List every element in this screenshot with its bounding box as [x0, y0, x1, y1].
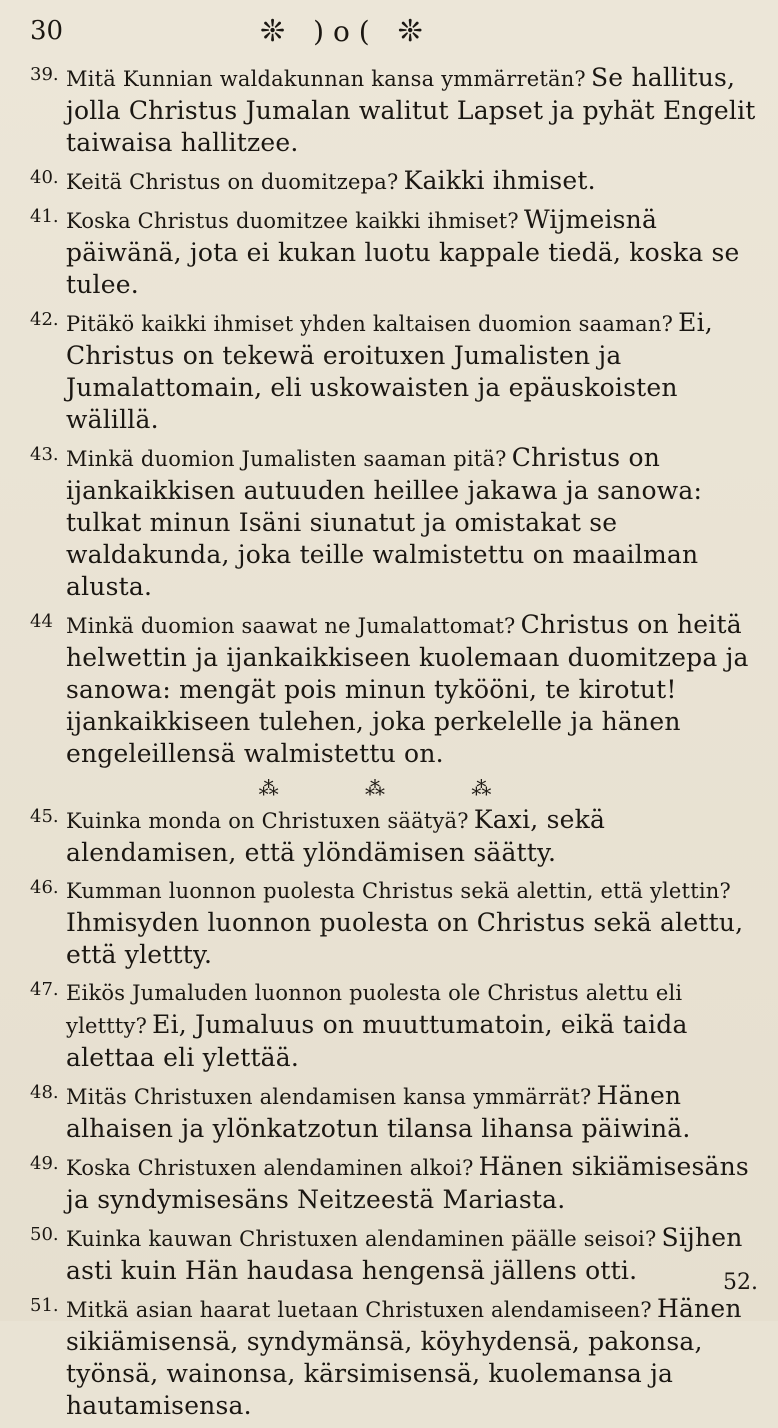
- question-number: 39.: [30, 64, 59, 85]
- entry-text: [66, 62, 760, 159]
- entry-text: [66, 977, 760, 1074]
- answer-text: Hänen alhaisen ja ylönkatzotun tilansa lihansa päiwinä.: [66, 1081, 691, 1143]
- question-text: Mitä Kunnian waldakunnan kansa ymmärretän?: [66, 67, 586, 91]
- question-text: Mitäs Christuxen alendamisen kansa ymmärrät?: [66, 1085, 592, 1109]
- answer-text: Kaikki ihmiset.: [403, 166, 596, 195]
- question-number: 45.: [30, 806, 59, 827]
- question-number: 47.: [30, 979, 59, 1000]
- question-text: Kumman luonnon puolesta Christus sekä alettin, että ylettin?: [66, 879, 731, 903]
- answer-text: Hänen sikiämisesäns ja syndymisesäns Neitzeestä Mariasta.: [66, 1152, 749, 1214]
- ornament-center: ) o (: [313, 15, 370, 48]
- ornament-flower-icon: ❊: [397, 14, 423, 49]
- answer-text: Sijhen asti kuin Hän haudasa hengensä jällens otti.: [66, 1223, 743, 1285]
- entry-text: [66, 204, 760, 301]
- entry-text: [66, 1151, 760, 1216]
- question-entry: [30, 204, 760, 301]
- question-text: Kuinka monda on Christuxen säätyä?: [66, 809, 469, 833]
- question-number: 48.: [30, 1082, 59, 1103]
- question-entry: [30, 804, 760, 869]
- question-entry: [30, 609, 760, 770]
- question-number: 42.: [30, 309, 59, 330]
- entry-text: [66, 1293, 760, 1422]
- question-number: 44: [30, 611, 53, 632]
- section-separator: ⁂ ⁂ ⁂: [258, 776, 532, 800]
- entry-text: [66, 1080, 760, 1145]
- question-entry: [30, 442, 760, 603]
- ornament-flower-icon: ❊: [260, 14, 286, 49]
- answer-text: Ihmisyden luonnon puolesta on Christus sekä alettu, että ylettty.: [66, 908, 744, 969]
- question-entry: [30, 62, 760, 159]
- question-entry: [30, 977, 760, 1074]
- question-entry: [30, 307, 760, 436]
- answer-text: Wijmeisnä päiwänä, jota ei kukan luotu kappale tiedä, koska se tulee.: [66, 205, 740, 299]
- question-entry: [30, 1222, 760, 1287]
- question-entry: [30, 1151, 760, 1216]
- question-text: Kuinka kauwan Christuxen alendaminen päälle seisoi?: [66, 1227, 657, 1251]
- answer-text: Christus on ijankaikkisen autuuden heillee jakawa ja sanowa: tulkat minun Isäni siunatut ja omistakat se waldakunda, joka teille walmistettu on maailman alusta.: [66, 443, 703, 601]
- answer-text: Ei, Christus on tekewä eroituxen Jumalisten ja Jumalattomain, eli uskowaisten ja epäuskoisten wälillä.: [66, 308, 713, 434]
- header-ornament: [260, 14, 540, 49]
- entry-text: [66, 165, 760, 198]
- catchword: 52.: [723, 1270, 758, 1295]
- question-entry: [30, 875, 760, 971]
- answer-text: Hänen sikiämisensä, syndymänsä, köyhydensä, pakonsa, työnsä, wainonsa, kärsimisensä, kuolemansa ja hautamisensa.: [66, 1294, 742, 1420]
- question-text: Minkä duomion Jumalisten saaman pitä?: [66, 447, 507, 471]
- question-number: 40.: [30, 167, 59, 188]
- question-text: Eikös Jumaluden luonnon puolesta ole Christus alettu eli ylettty?: [66, 981, 683, 1038]
- question-text: Koska Christus duomitzee kaikki ihmiset?: [66, 209, 519, 233]
- question-text: Minkä duomion saawat ne Jumalattomat?: [66, 614, 516, 638]
- page-header: [30, 10, 748, 50]
- question-entry: [30, 165, 760, 198]
- page-number: 30: [30, 16, 64, 46]
- entry-text: [66, 609, 760, 770]
- question-number: 50.: [30, 1224, 59, 1245]
- question-number: 49.: [30, 1153, 59, 1174]
- catechism-text: [30, 62, 760, 1428]
- question-number: 41.: [30, 206, 59, 227]
- question-text: Koska Christuxen alendaminen alkoi?: [66, 1156, 474, 1180]
- entry-text: [66, 875, 760, 971]
- question-number: 46.: [30, 877, 59, 898]
- question-text: Mitkä asian haarat luetaan Christuxen alendamiseen?: [66, 1298, 652, 1322]
- answer-text: Ei, Jumaluus on muuttumatoin, eikä taida alettaa eli ylettää.: [66, 1010, 688, 1072]
- question-entry: [30, 1293, 760, 1422]
- answer-text: Christus on heitä helwettin ja ijankaikkiseen kuolemaan duomitzepa ja sanowa: mengät pois minun tykööni, te kirotut! ijankaikkiseen tulehen, joka perkelelle ja hänen engeleillensä walmistettu on.: [66, 610, 749, 768]
- entry-text: [66, 804, 760, 869]
- question-number: 51.: [30, 1295, 59, 1316]
- entry-text: [66, 442, 760, 603]
- question-text: Pitäkö kaikki ihmiset yhden kaltaisen duomion saaman?: [66, 312, 674, 336]
- entry-text: [66, 1222, 760, 1287]
- question-text: Keitä Christus on duomitzepa?: [66, 170, 399, 194]
- answer-text: Kaxi, sekä alendamisen, että ylöndämisen säätty.: [66, 805, 606, 867]
- entry-text: [66, 307, 760, 436]
- answer-text: Se hallitus, jolla Christus Jumalan walitut Lapset ja pyhät Engelit taiwaisa hallitzee.: [66, 63, 756, 157]
- question-number: 43.: [30, 444, 59, 465]
- question-entry: [30, 1080, 760, 1145]
